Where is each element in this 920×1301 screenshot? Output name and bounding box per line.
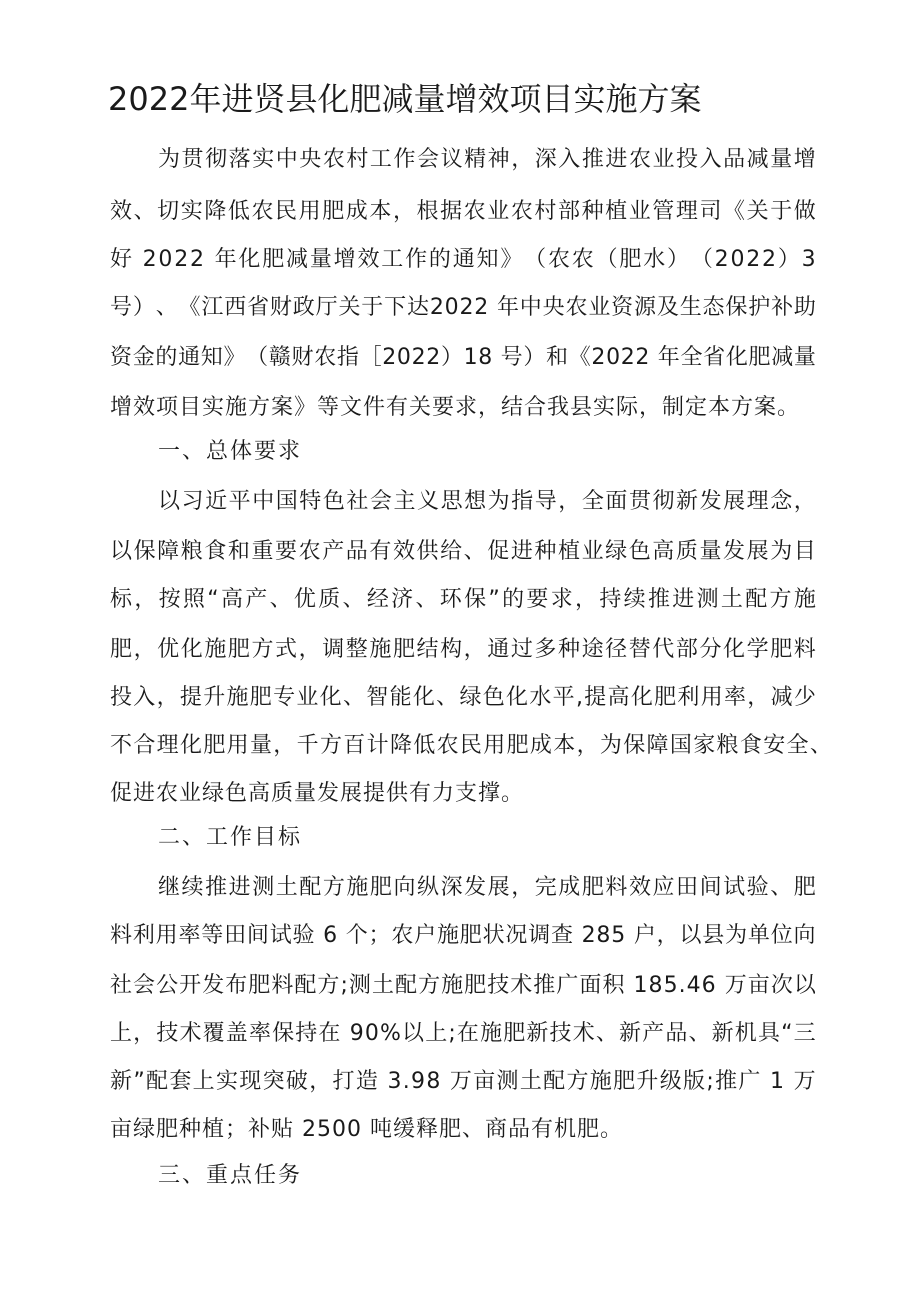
section1-line-6: 不 合 理 化 肥 用 量 ， 千 方 百 计 降 低 农 民 用 肥 成 本 ， 为 保 障 国 家 粮 食 安 全 、 (110, 733, 832, 758)
section1-line-3: 标 ， 按 照 “ 高 产 、 优 质 、 经 济 、 环 保 ” 的 要 求 ， 持 续 推 进 测 土 配 方 施 (110, 587, 816, 612)
section1-line-5: 投 入 ， 提 升 施 肥 专 业 化 、 智 能 化 、 绿 色 化 水 平 , 提 高 化 肥 利 用 率 ， 减 少 (110, 685, 816, 710)
section2-line-4: 上 ， 技 术 覆 盖 率 保 持 在 9 0 % 以 上 ; 在 施 肥 新 技 术 、 新 产 品 、 新 机 具 “ 三 (110, 1021, 816, 1046)
section1-line-1: 以 习 近 平 中 国 特 色 社 会 主 义 思 想 为 指 导 ， 全 面 贯 彻 新 发 展 理 念 ， (158, 489, 816, 514)
section2-line-2: 料 利 用 率 等 田 间 试 验 6 个 ； 农 户 施 肥 状 况 调 查 2 8 5 户 ， 以 县 为 单 位 向 (110, 923, 816, 948)
intro-line-2: 效 、 切 实 降 低 农 民 用 肥 成 本 ， 根 据 农 业 农 村 部 种 植 业 管 理 司 《 关 于 做 (110, 199, 816, 224)
intro-line-4: 号 ） 、 《 江 西 省 财 政 厅 关 于 下 达 2 0 2 2 年 中 央 农 业 资 源 及 生 态 保 护 补 助 (110, 295, 816, 320)
section2-line-6: 亩绿肥种植；补贴 2500 吨缓释肥、商品有机肥。 (110, 1117, 623, 1142)
intro-line-3: 好 2 0 2 2 年 化 肥 减 量 增 效 工 作 的 通 知 》 （ 农 农 （ 肥 水 ） （ 2 0 2 2 ） 3 (110, 247, 816, 272)
intro-line-6: 增效项目实施方案》等文件有关要求，结合我县实际，制定本方案。 (110, 395, 801, 420)
section2-line-1: 继 续 推 进 测 土 配 方 施 肥 向 纵 深 发 展 ， 完 成 肥 料 效 应 田 间 试 验 、 肥 (158, 875, 816, 900)
section-heading-overall-requirements: 一、总体要求 (158, 439, 303, 464)
section1-line-2: 以 保 障 粮 食 和 重 要 农 产 品 有 效 供 给 、 促 进 种 植 业 绿 色 高 质 量 发 展 为 目 (110, 539, 816, 564)
section2-line-3: 社 会 公 开 发 布 肥 料 配 方 ; 测 土 配 方 施 肥 技 术 推 广 面 积 1 8 5 . 4 6 万 亩 次 以 (110, 973, 816, 998)
section-heading-key-tasks: 三、重点任务 (158, 1163, 303, 1188)
section2-line-5: 新 ” 配 套 上 实 现 突 破 ， 打 造 3 . 9 8 万 亩 测 土 配 方 施 肥 升 级 版 ; 推 广 1 万 (110, 1069, 816, 1094)
intro-line-1: 为 贯 彻 落 实 中 央 农 村 工 作 会 议 精 神 ， 深 入 推 进 农 业 投 入 品 减 量 增 (158, 147, 816, 172)
section1-line-7: 促进农业绿色高质量发展提供有力支撑。 (110, 781, 525, 806)
section1-line-4: 肥 ， 优 化 施 肥 方 式 ， 调 整 施 肥 结 构 ， 通 过 多 种 途 径 替 代 部 分 化 学 肥 料 (110, 637, 816, 662)
document-title: 2022年进贤县化肥减量增效项目实施方案 (108, 80, 702, 118)
section-heading-work-goals: 二、工作目标 (158, 825, 303, 850)
intro-line-5: 资 金 的 通 知 》 （ 赣 财 农 指 ［ 2 0 2 2 ） 1 8 号 ） 和 《 2 0 2 2 年 全 省 化 肥 减 量 (110, 345, 816, 370)
